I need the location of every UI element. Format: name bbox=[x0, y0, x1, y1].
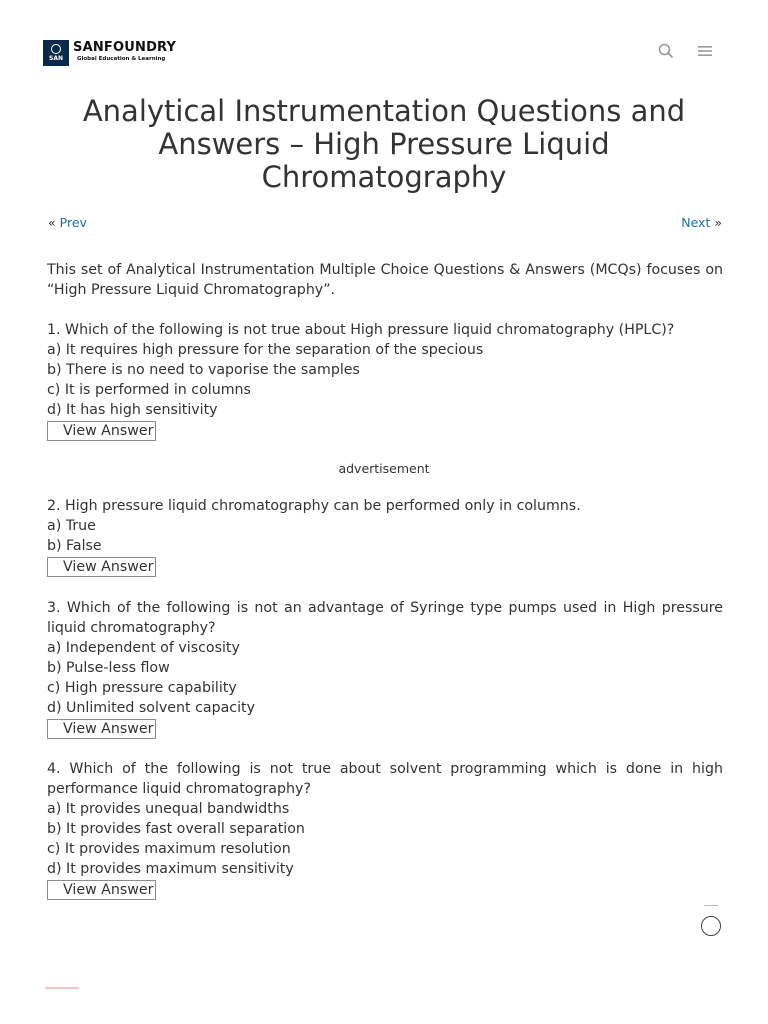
question-text: 4. Which of the following is not true about solvent programming which is done in high performance liquid chromatography? bbox=[47, 761, 723, 797]
answer-option: b) False bbox=[47, 538, 102, 554]
question-text: 3. Which of the following is not an advantage of Syringe type pumps used in High pressure liquid chromatography? bbox=[47, 600, 723, 636]
search-button[interactable] bbox=[656, 41, 676, 61]
next-arrow: » bbox=[714, 215, 722, 230]
answer-option: c) It provides maximum resolution bbox=[47, 841, 291, 857]
answer-option: c) It is performed in columns bbox=[47, 382, 251, 398]
question-block bbox=[47, 320, 723, 441]
view-answer-button[interactable]: View Answer bbox=[47, 421, 156, 441]
logo-badge-text: SAN bbox=[49, 55, 63, 62]
question-text: 1. Which of the following is not true about High pressure liquid chromatography (HPLC)? bbox=[47, 322, 675, 338]
answer-option: d) It provides maximum sensitivity bbox=[47, 861, 294, 877]
next-link[interactable]: Next bbox=[681, 215, 711, 230]
intro-paragraph: This set of Analytical Instrumentation Multiple Choice Questions & Answers (MCQs) focuses on “High Pressure Liquid Chromatography”. bbox=[47, 262, 723, 298]
page-title: Analytical Instrumentation Questions and Answers – High Pressure Liquid Chromatography bbox=[82, 94, 686, 194]
hamburger-menu-icon bbox=[697, 44, 713, 58]
answer-option: a) True bbox=[47, 518, 96, 534]
logo-badge bbox=[43, 40, 69, 66]
divider bbox=[704, 905, 718, 906]
scroll-to-top-button[interactable] bbox=[701, 916, 721, 936]
answer-option: d) Unlimited solvent capacity bbox=[47, 700, 255, 716]
answer-option: b) Pulse-less flow bbox=[47, 660, 170, 676]
answer-option: d) It has high sensitivity bbox=[47, 402, 218, 418]
question-block bbox=[47, 496, 723, 577]
view-answer-button[interactable]: View Answer bbox=[47, 719, 156, 739]
question-block bbox=[47, 598, 723, 739]
answer-option: c) High pressure capability bbox=[47, 680, 237, 696]
prev-link[interactable]: Prev bbox=[59, 215, 87, 230]
view-answer-button[interactable]: View Answer bbox=[47, 557, 156, 577]
advertisement-label: advertisement bbox=[338, 461, 430, 476]
decorative-line bbox=[45, 987, 79, 989]
answer-option: b) It provides fast overall separation bbox=[47, 821, 305, 837]
answer-option: a) It requires high pressure for the separation of the specious bbox=[47, 342, 484, 358]
prev-nav bbox=[48, 215, 87, 231]
answer-option: a) It provides unequal bandwidths bbox=[47, 801, 290, 817]
question-text: 2. High pressure liquid chromatography can be performed only in columns. bbox=[47, 498, 581, 514]
prev-arrow: « bbox=[48, 215, 56, 230]
brand-name: SANFOUNDRY bbox=[73, 40, 177, 55]
next-nav bbox=[681, 215, 722, 231]
brand-tagline: Global Education & Learning bbox=[77, 56, 166, 62]
menu-button[interactable] bbox=[695, 41, 715, 61]
question-block bbox=[47, 759, 723, 900]
answer-option: b) There is no need to vaporise the samples bbox=[47, 362, 360, 378]
site-header bbox=[0, 0, 768, 90]
site-logo[interactable] bbox=[43, 40, 176, 66]
view-answer-button[interactable]: View Answer bbox=[47, 880, 156, 900]
gear-icon bbox=[51, 44, 61, 54]
search-icon bbox=[658, 43, 674, 59]
answer-option: a) Independent of viscosity bbox=[47, 640, 240, 656]
